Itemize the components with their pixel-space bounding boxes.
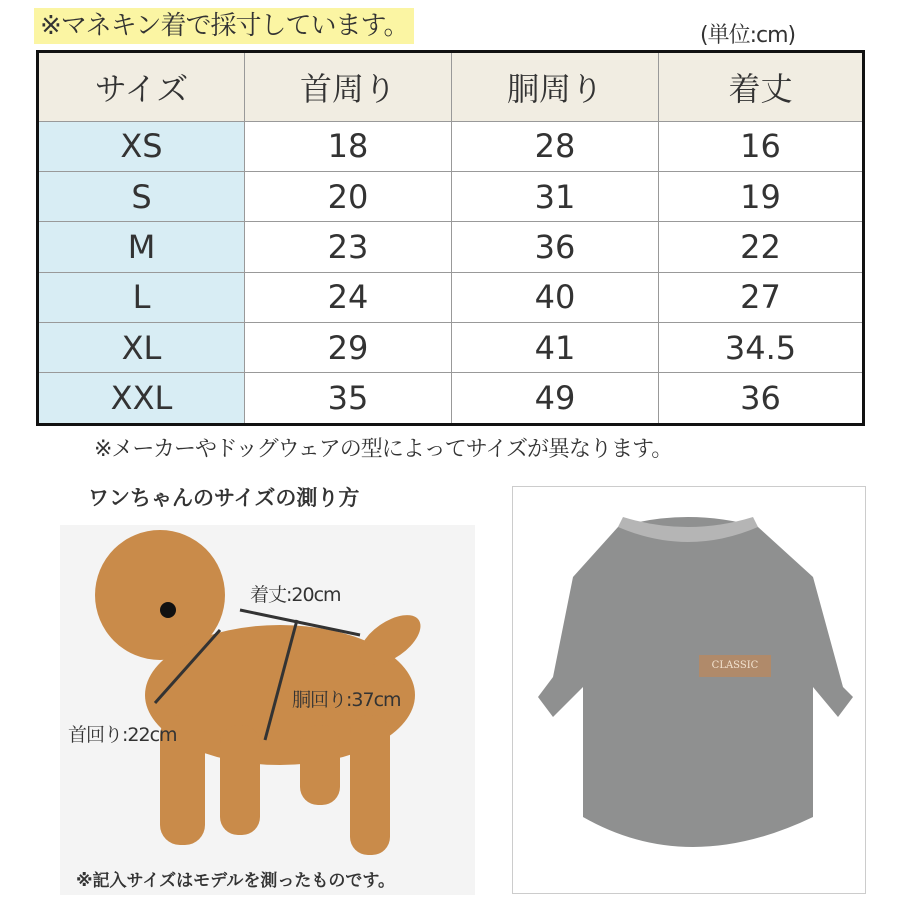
- value-cell: 22: [659, 222, 864, 272]
- value-cell: 27: [659, 272, 864, 322]
- value-cell: 34.5: [659, 323, 864, 373]
- value-cell: 49: [452, 373, 659, 425]
- table-header: [38, 52, 864, 122]
- size-cell: XS: [38, 121, 245, 171]
- model-note: ※記入サイズはモデルを測ったものです。: [76, 871, 395, 891]
- header-length: 着丈: [659, 52, 864, 122]
- value-cell: 28: [452, 121, 659, 171]
- classic-badge: CLASSIC: [699, 655, 771, 677]
- size-cell: S: [38, 172, 245, 222]
- value-cell: 41: [452, 323, 659, 373]
- howto-title: ワンちゃんのサイズの測り方: [88, 486, 360, 510]
- value-cell: 23: [245, 222, 452, 272]
- girth-label: 胴回り:37cm: [292, 689, 401, 711]
- value-cell: 31: [452, 172, 659, 222]
- size-cell: XL: [38, 323, 245, 373]
- value-cell: 36: [659, 373, 864, 425]
- value-cell: 36: [452, 222, 659, 272]
- value-cell: 20: [245, 172, 452, 222]
- value-cell: 35: [245, 373, 452, 425]
- size-cell: M: [38, 222, 245, 272]
- dog-photo: [60, 525, 475, 895]
- header-size: サイズ: [38, 52, 245, 122]
- table-row: [38, 121, 864, 171]
- maker-note: ※メーカーやドッグウェアの型によってサイズが異なります。: [94, 437, 673, 462]
- table-row: [38, 373, 864, 425]
- neck-label: 首回り:22cm: [68, 724, 177, 746]
- table-row: [38, 172, 864, 222]
- size-cell: L: [38, 272, 245, 322]
- table-row: [38, 323, 864, 373]
- table-row: [38, 272, 864, 322]
- header-neck: 首周り: [245, 52, 452, 122]
- value-cell: 16: [659, 121, 864, 171]
- value-cell: 29: [245, 323, 452, 373]
- header-girth: 胴周り: [452, 52, 659, 122]
- value-cell: 24: [245, 272, 452, 322]
- size-cell: XXL: [38, 373, 245, 425]
- table-row: [38, 222, 864, 272]
- value-cell: 18: [245, 121, 452, 171]
- value-cell: 40: [452, 272, 659, 322]
- value-cell: 19: [659, 172, 864, 222]
- unit-label: (単位:cm): [700, 23, 796, 48]
- mannequin-note: ※マネキン着で採寸しています。: [34, 8, 414, 44]
- sweater-photo: [512, 486, 866, 894]
- length-label: 着丈:20cm: [250, 584, 341, 606]
- size-table: [36, 50, 865, 426]
